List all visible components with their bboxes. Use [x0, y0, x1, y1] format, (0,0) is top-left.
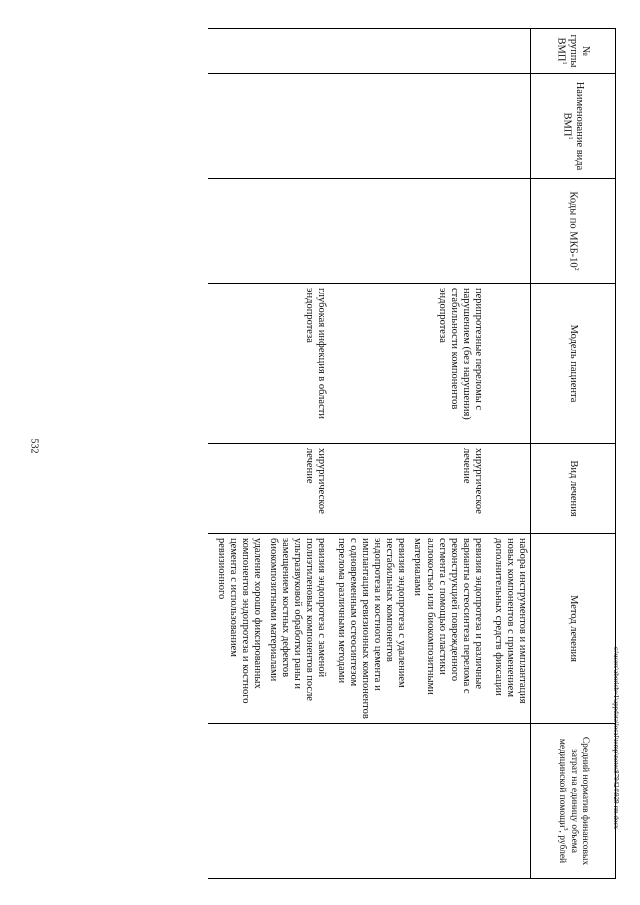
- rotated-table-wrapper: [90, 28, 616, 878]
- cell-method: ревизия эндопротеза с заменой полиэтиленовых компонентов после ультразвуковой обработки раны и замещением костных дефектов биокомпозитными материалами удаление хорошо фиксированных компонентов эндопротеза и костного цемента с использованием ревизионного: [209, 534, 330, 724]
- cell-type: хирургическое лечение: [329, 444, 486, 534]
- header-norm: Средний норматив финансовых затрат на единицу объема медицинской помощи$^3$, рублей: [531, 724, 616, 879]
- cell-model: [486, 284, 531, 444]
- header-group: № группы ВМП$^1$: [531, 29, 616, 74]
- header-model: Модель пациента: [531, 284, 616, 444]
- table-row: [329, 29, 486, 879]
- cell-method: ревизия эндопротеза и различные варианты остеосинтеза перелома с реконструкцией поврежденного сегмента с помощью пластики аллокостью или биокомпозитными материалами ревизия эндопротеза с удалением нестабильных компонентов эндопротеза и костного цемента и имплантация ревизионных компонентов с одновременным остеосинтезом перелома различными методами: [329, 534, 486, 724]
- vmp-table: [209, 28, 617, 879]
- table-row: [209, 29, 330, 879]
- cell-type: хирургическое лечение: [209, 444, 330, 534]
- page-number: 532: [28, 438, 40, 454]
- header-type: Вид лечения: [531, 444, 616, 534]
- cell-type: [486, 444, 531, 534]
- cell-model: глубокая инфекция в области эндопротеза: [209, 284, 330, 444]
- footer-file-path: c:\users\aborish~1\appdata\local\temp\notes879424\929-rm.docx: [612, 646, 620, 830]
- header-codes: Коды по МКБ-$10^2$: [531, 179, 616, 284]
- cell-method: набора инструментов и имплантация новых компонентов с применением дополнительных средств фиксации: [486, 534, 531, 724]
- header-name: Наименование вида ВМП$^1$: [531, 74, 616, 179]
- table-row: [486, 29, 531, 879]
- cell-model: перипротезные переломы с нарушением (без нарушения) стабильности компонентов эндопротеза: [329, 284, 486, 444]
- table-header-row: [531, 29, 616, 879]
- header-method: Метод лечения: [531, 534, 616, 724]
